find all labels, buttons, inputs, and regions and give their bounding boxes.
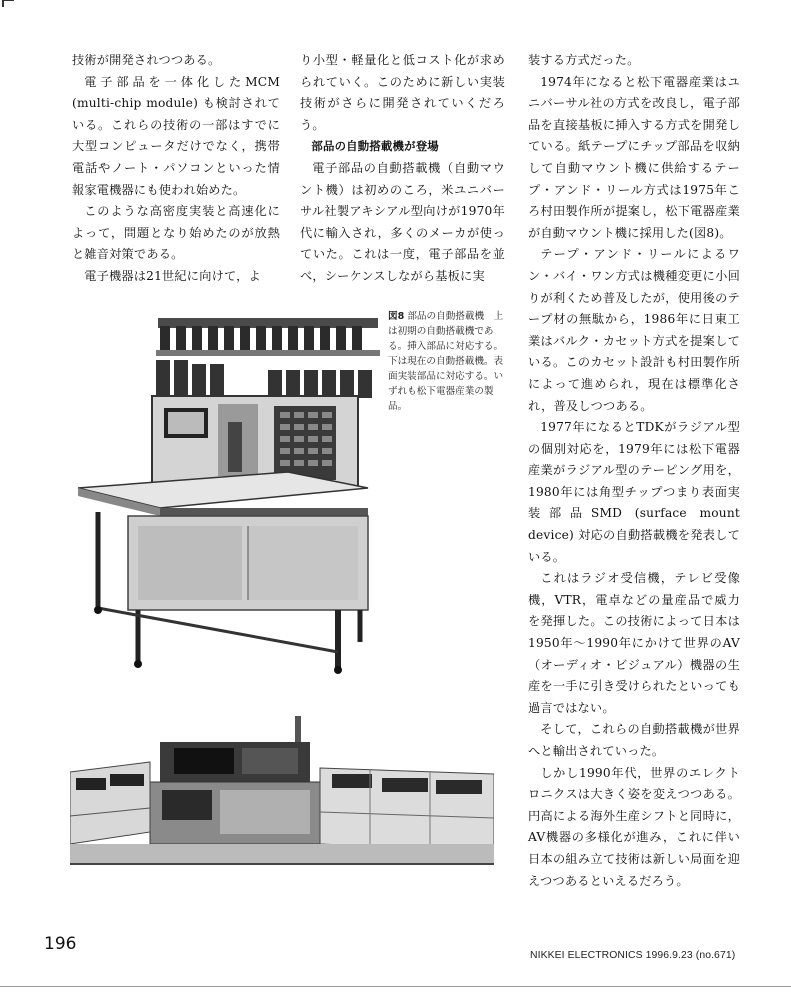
paragraph: り小型・軽量化と低コスト化が求められていく。このために新しい実装技術がさらに開発されていくだろう。 (300, 53, 505, 132)
paragraph: 電子部品の自動搭載機（自動マウント機）は初めのころ，米ユニバーサル社製アキシアル型向けが1970年代に輸入され，多くのメーカが使っていた。これは一度，電子部品を並べ，シーケンスしながら基板に実 (300, 160, 505, 283)
text-column-1 (72, 50, 280, 288)
figure-caption-text: 部品の自動搭載機 上は初期の自動搭載機である。挿入部品に対応する。下は現在の自動搭載機。表面実装部品に対応する。いずれも松下電器産業の製品。 (388, 311, 504, 412)
text-column-3 (528, 50, 740, 892)
photo-early-mounting-machine (68, 312, 384, 684)
figure-number: 図8 (388, 311, 405, 322)
page-number: 196 (44, 934, 77, 954)
paragraph: テープ・アンド・リールによるワン・バイ・ワン方式は機種変更に小回りが利くため普及したが，使用後のテープ材の無駄から，1986年に日東工業はバルク・カセット方式を提案している。このカセット設計も村田製作所によって進められ，現在は標準化され，普及しつつある。 (528, 247, 740, 413)
corner-mark (2, 0, 14, 7)
bottom-rule (0, 986, 791, 987)
paragraph: 電子部品を一体化したMCM (multi-chip module) も検討されている。これらの技術の一部はすでに大型コンピュータだけでなく，携帯電話やノート・パソコンといった情報家電機器にも使われ始めた。 (72, 74, 280, 197)
section-heading: 部品の自動搭載機が登場 (311, 139, 439, 154)
paragraph: 技術が開発されつつある。 (72, 53, 221, 67)
photo-modern-mounting-machine-drawing (70, 712, 494, 882)
paragraph: これはラジオ受信機，テレビ受像機，VTR，電卓などの量産品で威力を発揮した。この技術によって日本は1950年～1990年にかけて世界のAV（オーディオ・ビジュアル）機器の生産を一手に引き受けられたといっても過言ではない。 (528, 571, 740, 715)
figure-caption (388, 309, 506, 414)
publication-footer: NIKKEI ELECTRONICS 1996.9.23 (no.671) (530, 950, 736, 961)
paragraph: しかし1990年代，世界のエレクトロニクスは大きく姿を変えつつある。円高による海外生産シフトと同時に，AV機器の多様化が進み，これに伴い日本の組み立て技術は新しい局面を迎えつつあるといえるだろう。 (528, 765, 740, 888)
paragraph: 1974年になると松下電器産業はユニバーサル社の方式を改良し，電子部品を直接基板に挿入する方式を開発している。紙テープにチップ部品を収納して自動マウント機に供給するテープ・アンド・リール方式は1975年ころ村田製作所が提案し，松下電器産業が自動マウント機に採用した(図8)。 (528, 74, 740, 240)
text-column-2 (300, 50, 505, 288)
paragraph: このような高密度実装と高速化によって，問題となり始めたのが放熱と雑音対策である。 (72, 204, 280, 262)
photo-early-mounting-machine-drawing (68, 312, 384, 684)
paragraph: 電子機器は21世紀に向けて，よ (84, 268, 261, 283)
paragraph: 1977年になるとTDKがラジアル型の個別対応を，1979年には松下電器産業がラジアル型のテーピング用を，1980年には角型チップつまり表面実装部品SMD (surface mount device) 対応の自動搭載機を発表している。 (528, 420, 740, 564)
paragraph: 装する方式だった。 (528, 53, 640, 67)
paragraph: そして，これらの自動搭載機が世界へと輸出されていった。 (528, 722, 740, 758)
photo-modern-mounting-machine (70, 712, 494, 882)
